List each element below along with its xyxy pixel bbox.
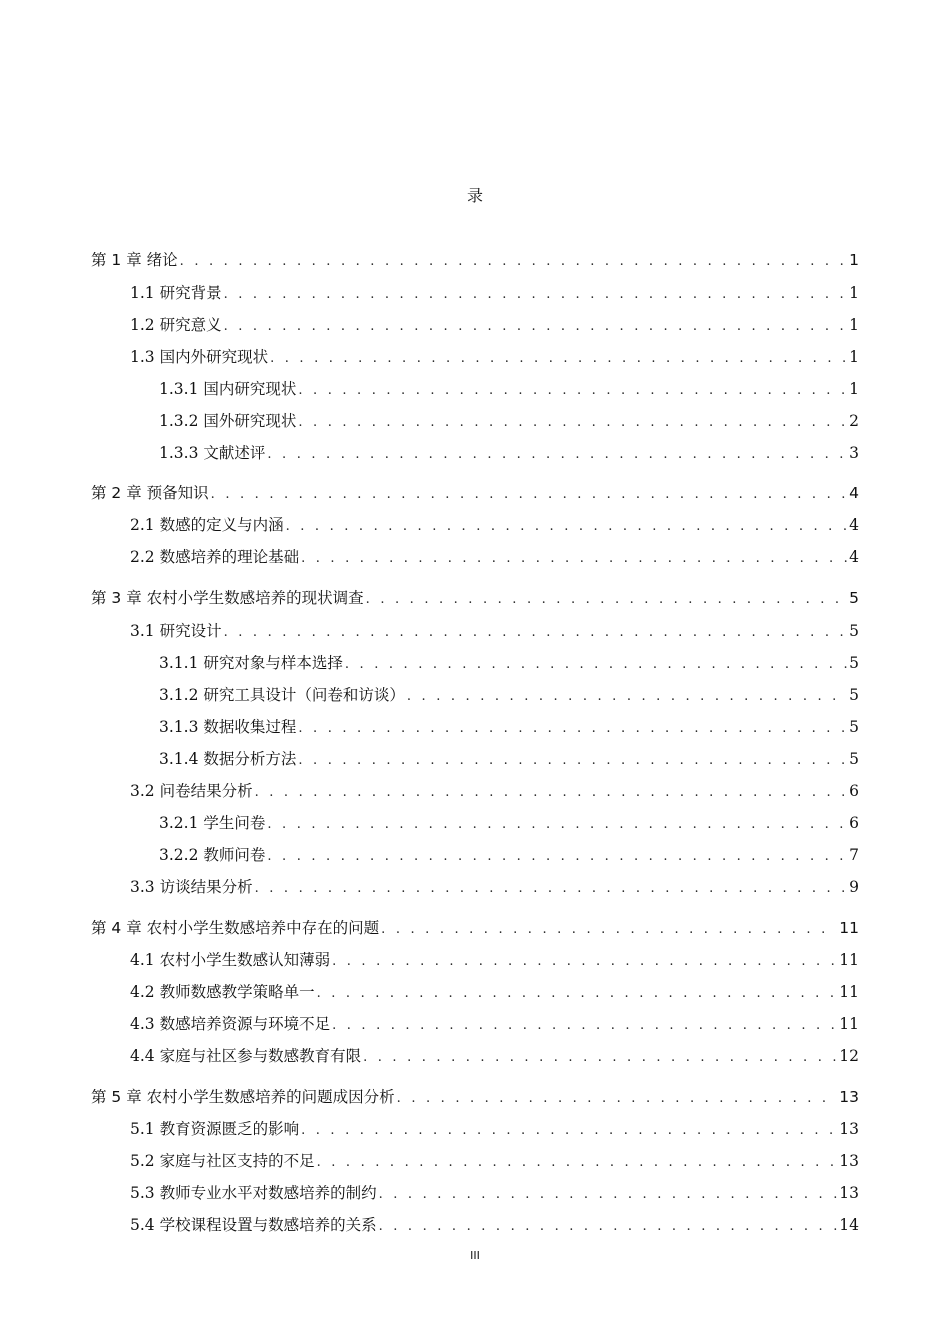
toc-entry-label: 4.1 农村小学生数感认知薄弱 bbox=[130, 951, 331, 969]
toc-entry[interactable] bbox=[159, 441, 859, 465]
toc-entry[interactable] bbox=[159, 377, 859, 401]
toc-entry-page-number: 1 bbox=[849, 284, 859, 302]
toc-dot-leader bbox=[363, 1046, 837, 1070]
toc-entry[interactable] bbox=[130, 980, 859, 1004]
toc-dot-leader bbox=[317, 1151, 838, 1175]
toc-entry-page-number: 13 bbox=[839, 1120, 859, 1138]
toc-dot-leader bbox=[298, 717, 847, 741]
toc-entry-label: 第 1 章 绪论 bbox=[91, 251, 178, 269]
toc-dot-leader bbox=[255, 877, 848, 901]
toc-entry-page-number: 11 bbox=[839, 951, 859, 969]
toc-entry-label: 3.1.1 研究对象与样本选择 bbox=[159, 654, 343, 672]
toc-entry-page-number: 5 bbox=[849, 622, 859, 640]
toc-entry-label: 第 4 章 农村小学生数感培养中存在的问题 bbox=[91, 919, 380, 937]
toc-entry-label: 1.2 研究意义 bbox=[130, 316, 222, 334]
toc-entry[interactable] bbox=[130, 1149, 859, 1173]
page-title: 录 bbox=[466, 186, 483, 205]
toc-entry-label: 第 5 章 农村小学生数感培养的问题成因分析 bbox=[91, 1088, 395, 1106]
toc-dot-leader bbox=[224, 621, 848, 645]
toc-entry-label: 2.2 数感培养的理论基础 bbox=[130, 548, 300, 566]
toc-entry-label: 3.2.2 教师问卷 bbox=[159, 846, 266, 864]
toc-entry-label: 3.2 问卷结果分析 bbox=[130, 782, 253, 800]
toc-dot-leader bbox=[301, 547, 847, 571]
toc-entry-label: 5.1 教育资源匮乏的影响 bbox=[130, 1120, 300, 1138]
toc-entry[interactable] bbox=[91, 481, 859, 505]
toc-dot-leader bbox=[255, 781, 848, 805]
toc-entry[interactable] bbox=[130, 345, 859, 369]
toc-dot-leader bbox=[381, 918, 837, 942]
toc-dot-leader bbox=[407, 685, 847, 709]
toc-entry-page-number: 5 bbox=[849, 589, 859, 607]
toc-entry[interactable] bbox=[91, 916, 859, 940]
toc-dot-leader bbox=[317, 982, 838, 1006]
toc-entry[interactable] bbox=[159, 651, 859, 675]
toc-entry-label: 5.2 家庭与社区支持的不足 bbox=[130, 1152, 315, 1170]
toc-entry[interactable] bbox=[130, 779, 859, 803]
toc-entry-label: 4.3 数感培养资源与环境不足 bbox=[130, 1015, 331, 1033]
toc-dot-leader bbox=[366, 588, 847, 612]
toc-entry-page-number: 1 bbox=[849, 316, 859, 334]
toc-entry-label: 1.3.1 国内研究现状 bbox=[159, 380, 297, 398]
toc-entry-label: 3.1 研究设计 bbox=[130, 622, 222, 640]
toc-dot-leader bbox=[211, 483, 847, 507]
toc-entry-page-number: 1 bbox=[849, 251, 859, 269]
toc-dot-leader bbox=[332, 950, 837, 974]
toc-entry-label: 1.3.2 国外研究现状 bbox=[159, 412, 297, 430]
toc-dot-leader bbox=[298, 411, 847, 435]
toc-entry[interactable] bbox=[159, 747, 859, 771]
toc-entry-label: 第 2 章 预备知识 bbox=[91, 484, 209, 502]
toc-entry[interactable] bbox=[130, 948, 859, 972]
toc-entry[interactable] bbox=[91, 248, 859, 272]
toc-entry[interactable] bbox=[130, 1117, 859, 1141]
toc-entry[interactable] bbox=[130, 281, 859, 305]
toc-entry-label: 4.4 家庭与社区参与数感教育有限 bbox=[130, 1047, 362, 1065]
toc-entry[interactable] bbox=[130, 619, 859, 643]
toc-entry-label: 3.1.4 数据分析方法 bbox=[159, 750, 297, 768]
toc-entry-label: 3.3 访谈结果分析 bbox=[130, 878, 253, 896]
toc-entry-page-number: 6 bbox=[849, 782, 859, 800]
toc-entry[interactable] bbox=[159, 811, 859, 835]
toc-entry[interactable] bbox=[130, 1012, 859, 1036]
toc-entry[interactable] bbox=[130, 545, 859, 569]
toc-entry[interactable] bbox=[159, 683, 859, 707]
toc-entry-label: 5.4 学校课程设置与数感培养的关系 bbox=[130, 1216, 377, 1234]
toc-entry[interactable] bbox=[91, 1085, 859, 1109]
toc-dot-leader bbox=[345, 653, 847, 677]
toc-entry-page-number: 1 bbox=[849, 380, 859, 398]
toc-dot-leader bbox=[267, 813, 847, 837]
toc-entry-page-number: 4 bbox=[849, 516, 859, 534]
toc-entry[interactable] bbox=[91, 586, 859, 610]
toc-entry[interactable] bbox=[159, 843, 859, 867]
toc-entry[interactable] bbox=[130, 1044, 859, 1068]
toc-entry-page-number: 13 bbox=[839, 1088, 859, 1106]
toc-entry-page-number: 12 bbox=[839, 1047, 859, 1065]
toc-entry-page-number: 5 bbox=[849, 750, 859, 768]
toc-entry[interactable] bbox=[130, 1213, 859, 1237]
toc-dot-leader bbox=[286, 515, 848, 539]
toc-entry-label: 5.3 教师专业水平对数感培养的制约 bbox=[130, 1184, 377, 1202]
toc-entry-page-number: 4 bbox=[849, 548, 859, 566]
toc-dot-leader bbox=[397, 1087, 838, 1111]
toc-entry-page-number: 5 bbox=[849, 686, 859, 704]
toc-entry-page-number: 3 bbox=[849, 444, 859, 462]
toc-entry-page-number: 1 bbox=[849, 348, 859, 366]
toc-entry-label: 第 3 章 农村小学生数感培养的现状调查 bbox=[91, 589, 364, 607]
toc-entry-page-number: 6 bbox=[849, 814, 859, 832]
toc-entry-label: 3.2.1 学生问卷 bbox=[159, 814, 266, 832]
toc-dot-leader bbox=[224, 283, 848, 307]
toc-entry-page-number: 5 bbox=[849, 654, 859, 672]
toc-dot-leader bbox=[267, 845, 847, 869]
toc-dot-leader bbox=[180, 250, 847, 274]
toc-dot-leader bbox=[379, 1183, 838, 1207]
toc-entry-label: 3.1.3 数据收集过程 bbox=[159, 718, 297, 736]
toc-entry-page-number: 11 bbox=[839, 919, 859, 937]
toc-dot-leader bbox=[224, 315, 848, 339]
toc-entry-page-number: 9 bbox=[849, 878, 859, 896]
toc-dot-leader bbox=[332, 1014, 837, 1038]
toc-entry[interactable] bbox=[130, 513, 859, 537]
toc-entry[interactable] bbox=[130, 1181, 859, 1205]
toc-dot-leader bbox=[301, 1119, 837, 1143]
toc-entry[interactable] bbox=[159, 715, 859, 739]
toc-entry-page-number: 5 bbox=[849, 718, 859, 736]
toc-entry-page-number: 7 bbox=[849, 846, 859, 864]
page-number-footer: III bbox=[470, 1249, 480, 1262]
toc-entry-page-number: 4 bbox=[849, 484, 859, 502]
toc-entry-label: 4.2 教师数感教学策略单一 bbox=[130, 983, 315, 1001]
toc-dot-leader bbox=[298, 749, 847, 773]
toc-entry-label: 1.1 研究背景 bbox=[130, 284, 222, 302]
toc-dot-leader bbox=[267, 443, 847, 467]
toc-entry-page-number: 2 bbox=[849, 412, 859, 430]
toc-entry-label: 1.3.3 文献述评 bbox=[159, 444, 266, 462]
toc-entry-page-number: 11 bbox=[839, 983, 859, 1001]
toc-entry-page-number: 13 bbox=[839, 1184, 859, 1202]
toc-entry-label: 3.1.2 研究工具设计（问卷和访谈） bbox=[159, 686, 405, 704]
toc-entry-page-number: 13 bbox=[839, 1152, 859, 1170]
toc-entry-page-number: 14 bbox=[839, 1216, 859, 1234]
toc-entry[interactable] bbox=[130, 875, 859, 899]
toc-entry[interactable] bbox=[159, 409, 859, 433]
toc-entry-label: 1.3 国内外研究现状 bbox=[130, 348, 269, 366]
toc-entry-page-number: 11 bbox=[839, 1015, 859, 1033]
toc-dot-leader bbox=[379, 1215, 838, 1239]
toc-entry[interactable] bbox=[130, 313, 859, 337]
toc-dot-leader bbox=[298, 379, 847, 403]
toc-entry-label: 2.1 数感的定义与内涵 bbox=[130, 516, 284, 534]
toc-dot-leader bbox=[270, 347, 847, 371]
